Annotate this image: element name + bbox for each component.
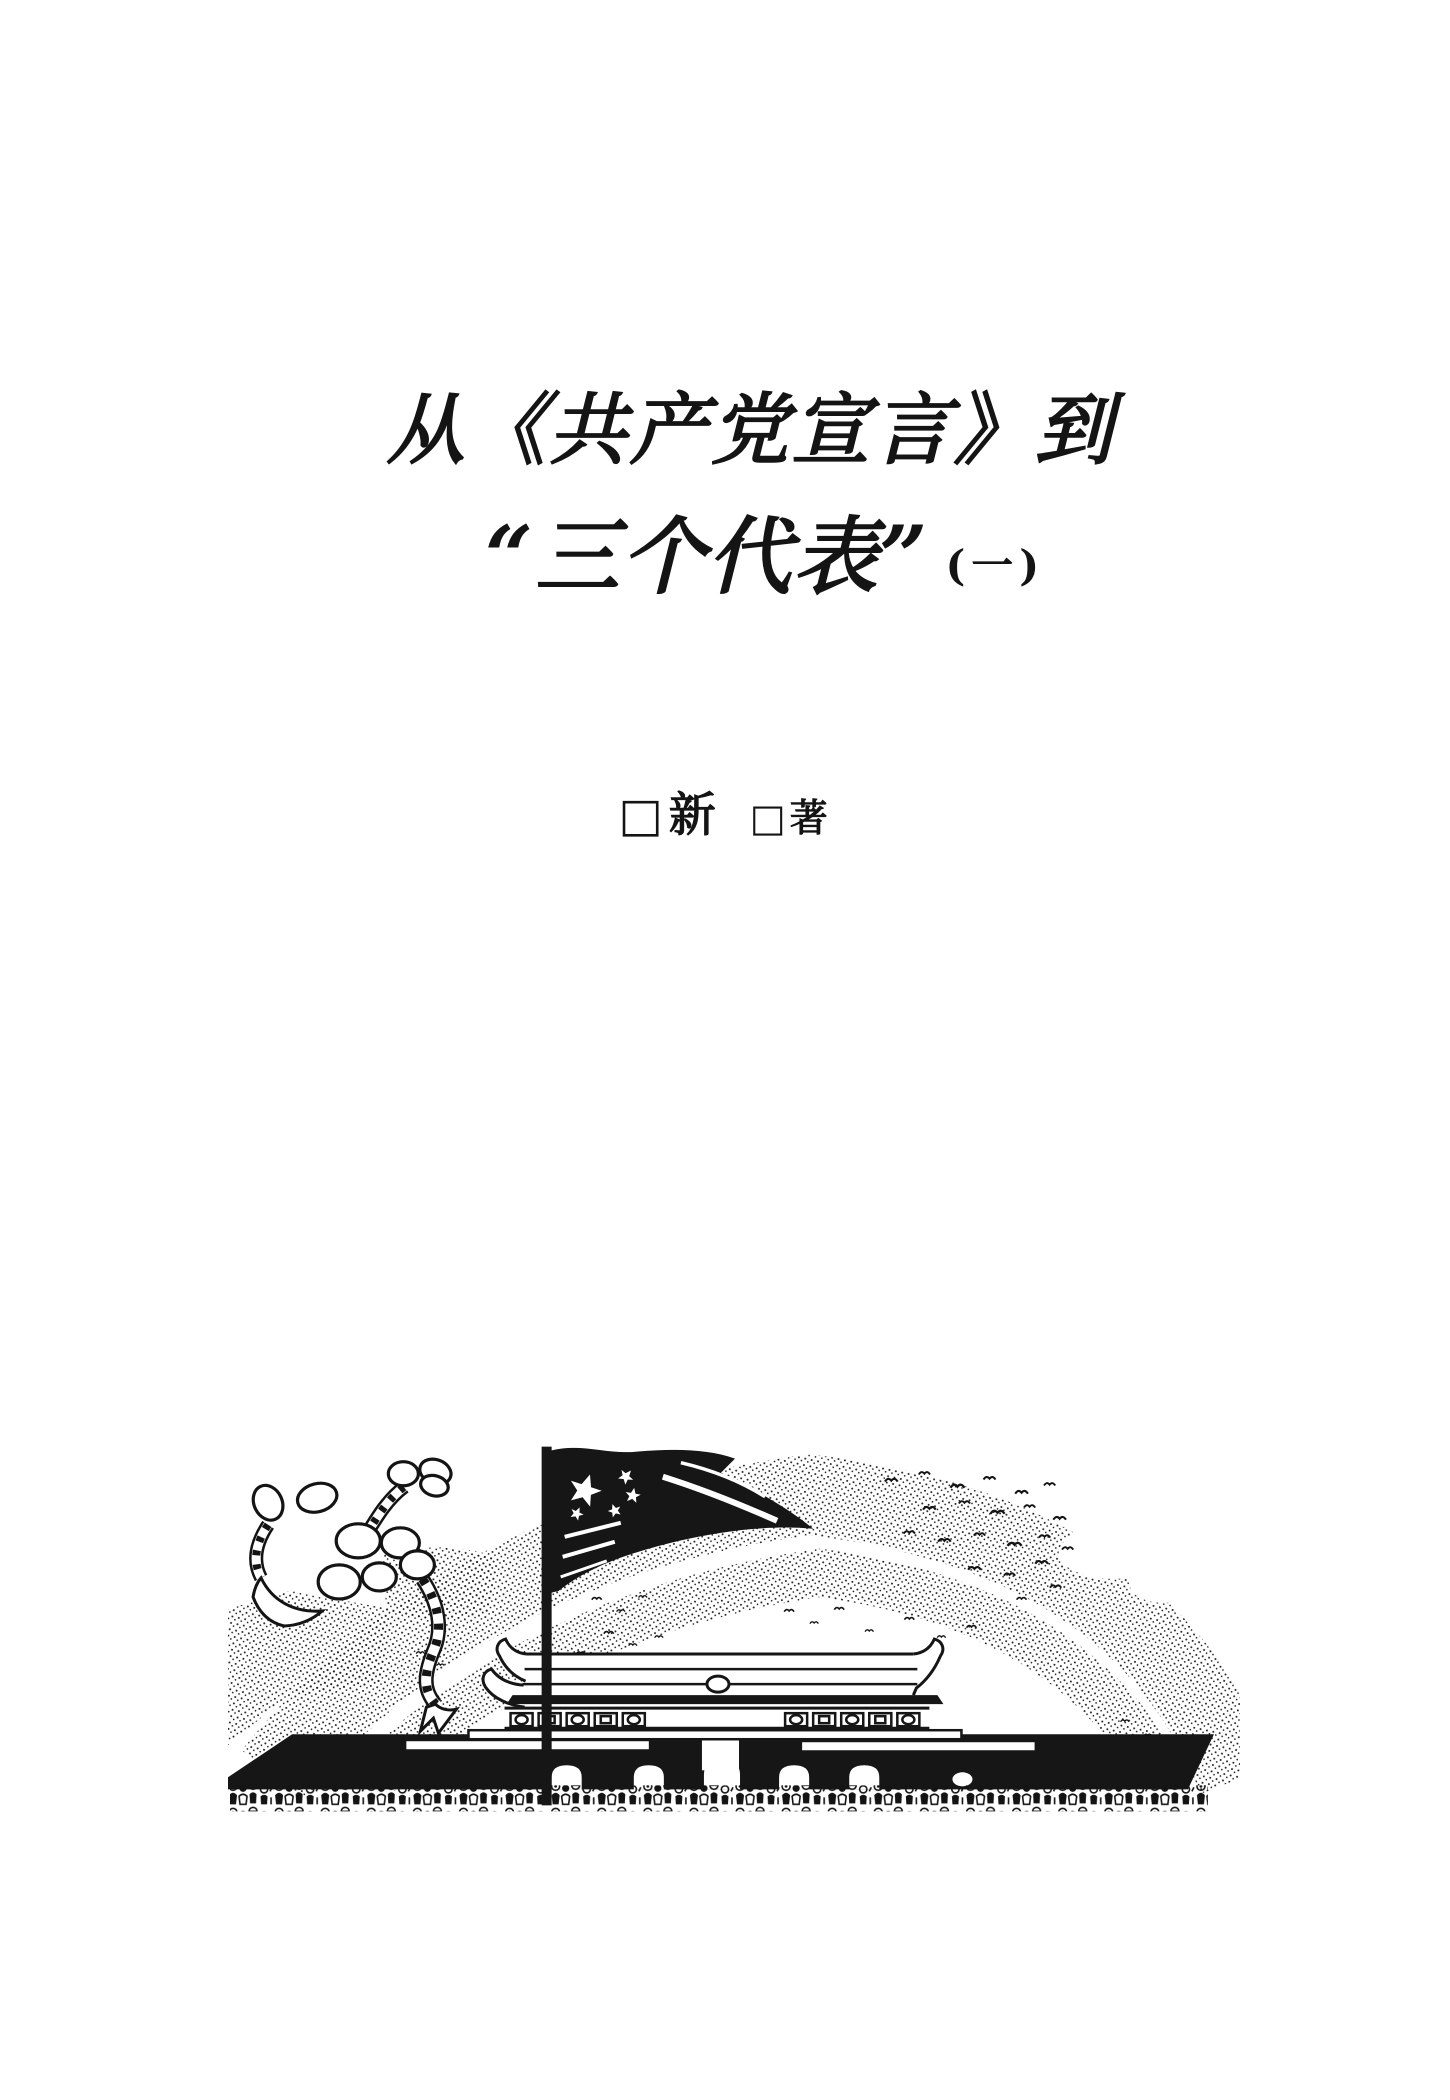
- gate-balustrade: [505, 1708, 930, 1728]
- gate-wall-icon: [228, 1734, 1214, 1789]
- wall-white-stripe: [406, 1741, 648, 1749]
- crowd-icon: [230, 1785, 1208, 1811]
- balloon-cluster-icon: [248, 1455, 455, 1599]
- author-name: □新: [618, 788, 722, 843]
- cloud-gap: [1130, 1567, 1198, 1603]
- volume-number: (一): [945, 541, 1046, 590]
- cover-illustration: [228, 1440, 1240, 1814]
- flagpole: [542, 1447, 552, 1806]
- author-role: □著: [749, 796, 832, 840]
- wall-white-stripe: [802, 1742, 1034, 1750]
- book-title-line1: 从《共产党宣言》到: [386, 385, 1116, 476]
- author-line: [0, 778, 1450, 845]
- gate-emblem-circle: [707, 1676, 729, 1692]
- book-title-line2: [40, 490, 1450, 611]
- book-title-line2-quoted: “三个代表”: [484, 507, 930, 606]
